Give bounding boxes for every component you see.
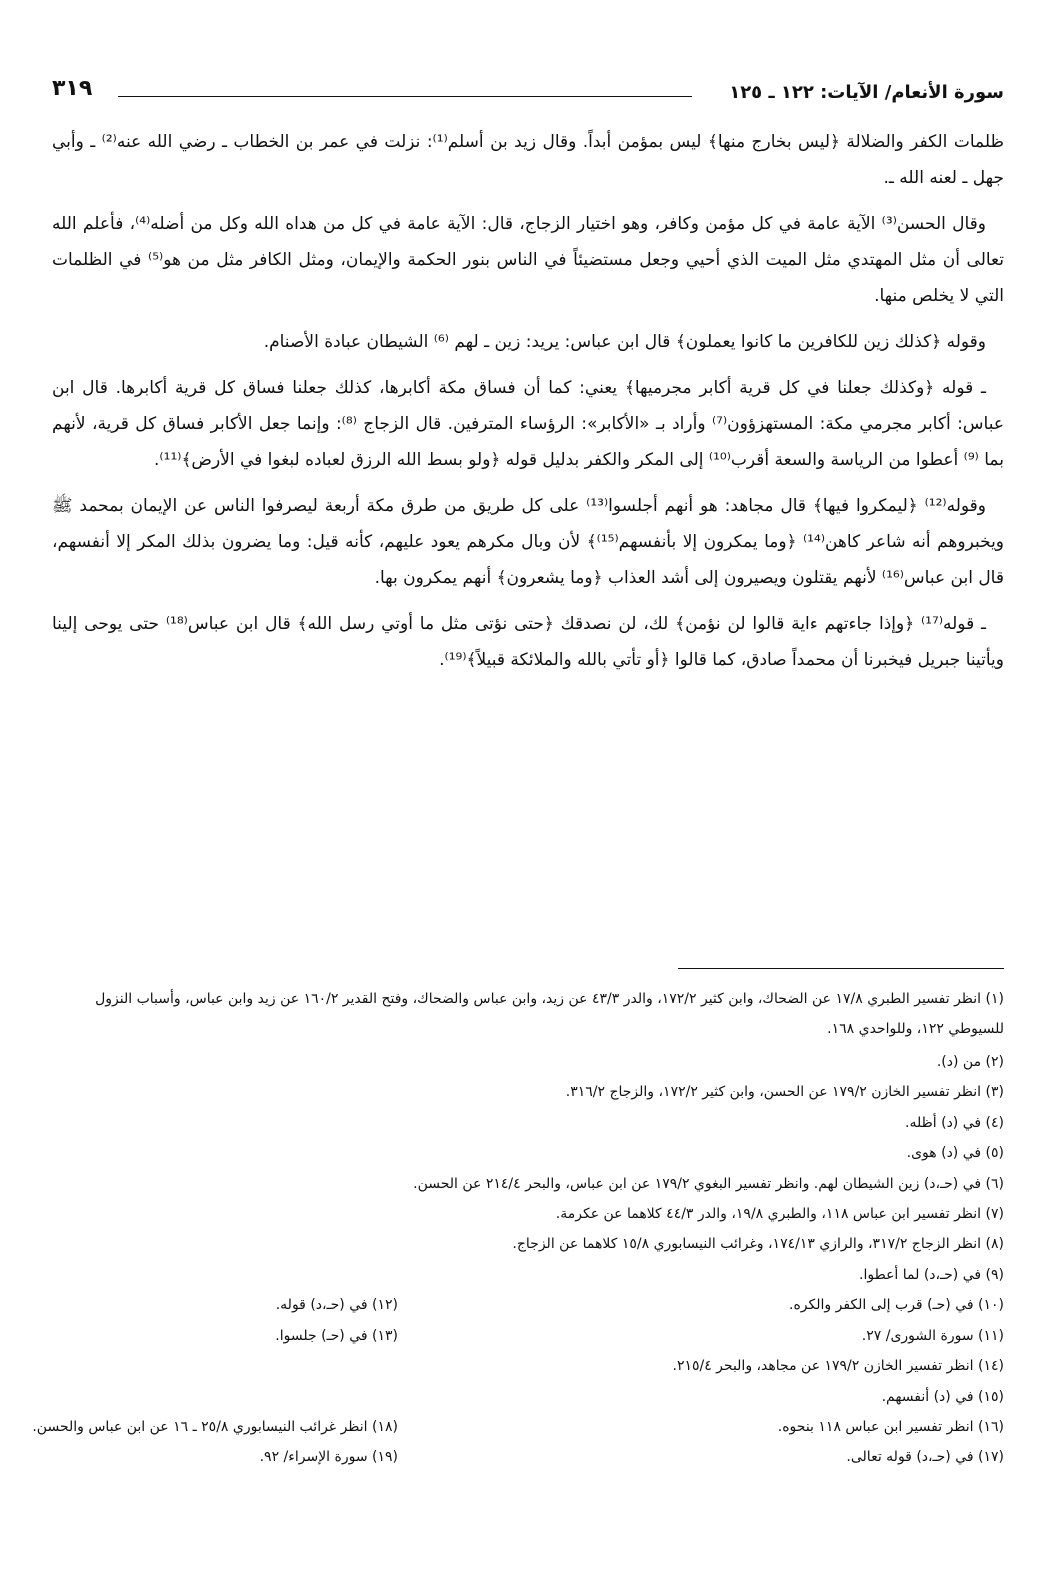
footnote-6: (٦) في (حـ،د) زين الشيطان لهم. وانظر تفسير البغوي ١٧٩/٢ عن ابن عباس، والبحر ٢١٤/٤ عن الحسن.	[413, 1176, 1004, 1192]
footnote-12: (١٢) في (حـ،د) قوله.	[275, 1297, 398, 1313]
footnote-15: (١٥) في (د) أنفسهم.	[881, 1389, 1004, 1405]
paragraph-3: وقوله ﴿كذلك زين للكافرين ما كانوا يعملون﴾ قال ابن عباس: يريد: زين ـ لهم ⁽⁶⁾ الشيطان عبادة الأصنام.	[263, 332, 986, 352]
footnote-16: (١٦) انظر تفسير ابن عباس ١١٨ بنحوه.	[777, 1419, 1004, 1435]
paragraph-5: وقوله⁽¹²⁾ ﴿ليمكروا فيها﴾ قال مجاهد: هو أنهم أجلسوا⁽¹³⁾ على كل طريق من طرق مكة أربعة ليصرفوا الناس عن الإيمان بمحمد ﷺ ويخبروهم أنه شاعر كاهن⁽¹⁴⁾ ﴿وما يمكرون إلا بأنفسهم⁽¹⁵⁾﴾ لأن وبال مكرهم يعود عليهم، كأنه قيل: وما يضرون بذلك المكر إلا أنفسهم، قال ابن عباس⁽¹⁶⁾ لأنهم يقتلون ويصيرون إلى أشد العذاب ﴿وما يشعرون﴾ أنهم يمكرون بها.	[52, 496, 1005, 588]
footnote-13: (١٣) في (حـ) جلسوا.	[275, 1328, 398, 1344]
surah-title: سورة الأنعام/ الآيات: ١٢٢ ـ ١٢٥	[729, 82, 1004, 103]
footnote-19: (١٩) سورة الإسراء/ ٩٢.	[259, 1449, 398, 1465]
footnote-7: (٧) انظر تفسير ابن عباس ١١٨، والطبري ١٩/٨، والدر ٤٤/٣ كلاهما عن عكرمة.	[555, 1206, 1004, 1222]
footnote-9: (٩) في (حـ،د) لما أعطوا.	[859, 1267, 1004, 1283]
paragraph-2: وقال الحسن⁽³⁾ الآية عامة في كل مؤمن وكافر، وهو اختيار الزجاج، قال: الآية عامة في كل من هداه الله وكل من أضله⁽⁴⁾، فأعلم الله تعالى أن مثل المهتدي مثل الميت الذي أحيي وجعل مستضيئاً في الناس بنور الحكمة والإيمان، ومثل الكافر مثل من هو⁽⁵⁾ في الظلمات التي لا يخلص منها.	[52, 214, 1004, 306]
footnote-17: (١٧) في (حـ،د) قوله تعالى.	[846, 1449, 1004, 1465]
page-number: ٣١٩	[52, 76, 93, 101]
footnote-separator	[678, 968, 1004, 969]
footnote-4: (٤) في (د) أظله.	[905, 1115, 1004, 1131]
footnote-2: (٢) من (د).	[936, 1054, 1004, 1070]
paragraph-6: ـ قوله⁽¹⁷⁾ ﴿وإذا جاءتهم ءاية قالوا لن نؤمن﴾ لك، لن نصدقك ﴿حتى نؤتى مثل ما أوتي رسل الله﴾ قال ابن عباس⁽¹⁸⁾ حتى يوحى إلينا ويأتينا جبريل فيخبرنا أن محمداً صادق، كما قالوا ﴿أو تأتي بالله والملائكة قبيلاً﴾⁽¹⁹⁾.	[52, 614, 1004, 670]
main-text	[52, 124, 1004, 688]
footnote-5: (٥) في (د) هوى.	[906, 1145, 1004, 1161]
footnote-14: (١٤) انظر تفسير الخازن ١٧٩/٢ عن مجاهد، والبحر ٢١٥/٤.	[672, 1358, 1004, 1374]
header-rule	[118, 96, 692, 97]
footnote-8: (٨) انظر الزجاج ٣١٧/٢، والرازي ١٧٤/١٣، وغرائب النيسابوري ١٥/٨ كلاهما عن الزجاج.	[512, 1236, 1004, 1252]
footnote-3: (٣) انظر تفسير الخازن ١٧٩/٢ عن الحسن، وابن كثير ١٧٢/٢، والزجاج ٣١٦/٢.	[565, 1084, 1004, 1100]
paragraph-4: ـ قوله ﴿وكذلك جعلنا في كل قرية أكابر مجرميها﴾ يعني: كما أن فساق مكة أكابرها، كذلك جعلنا فساق كل قرية أكابرها. قال ابن عباس: أكابر مجرمي مكة: المستهزؤون⁽⁷⁾ وأراد بـ «الأكابر»: الرؤساء المترفين. قال الزجاج ⁽⁸⁾: وإنما جعل الأكابر فساق كل قرية، لأنهم بما ⁽⁹⁾ أعطوا من الرياسة والسعة أقرب⁽¹⁰⁾ إلى المكر والكفر بدليل قوله ﴿ولو بسط الله الرزق لعباده لبغوا في الأرض﴾⁽¹¹⁾.	[52, 378, 1005, 470]
footnote-18: (١٨) انظر غرائب النيسابوري ٢٥/٨ ـ ١٦ عن ابن عباس والحسن.	[32, 1419, 398, 1435]
running-header	[52, 76, 1004, 106]
footnote-11: (١١) سورة الشورى/ ٢٧.	[861, 1328, 1004, 1344]
footnote-1: (١) انظر تفسير الطبري ١٧/٨ عن الضحاك، وابن كثير ١٧٢/٢، والدر ٤٣/٣ عن زيد، وابن عباس والضحاك، وفتح القدير ١٦٠/٢ عن زيد وابن عباس، وأسباب النزول للسيوطي ١٢٢، وللواحدي ١٦٨.	[95, 991, 1004, 1037]
paragraph-1: ظلمات الكفر والضلالة ﴿ليس بخارج منها﴾ ليس بمؤمن أبداً. وقال زيد بن أسلم⁽¹⁾: نزلت في عمر بن الخطاب ـ رضي الله عنه⁽²⁾ ـ وأبي جهل ـ لعنه الله ـ.	[52, 132, 1004, 188]
footnote-10: (١٠) في (حـ) قرب إلى الكفر والكره.	[789, 1297, 1004, 1313]
